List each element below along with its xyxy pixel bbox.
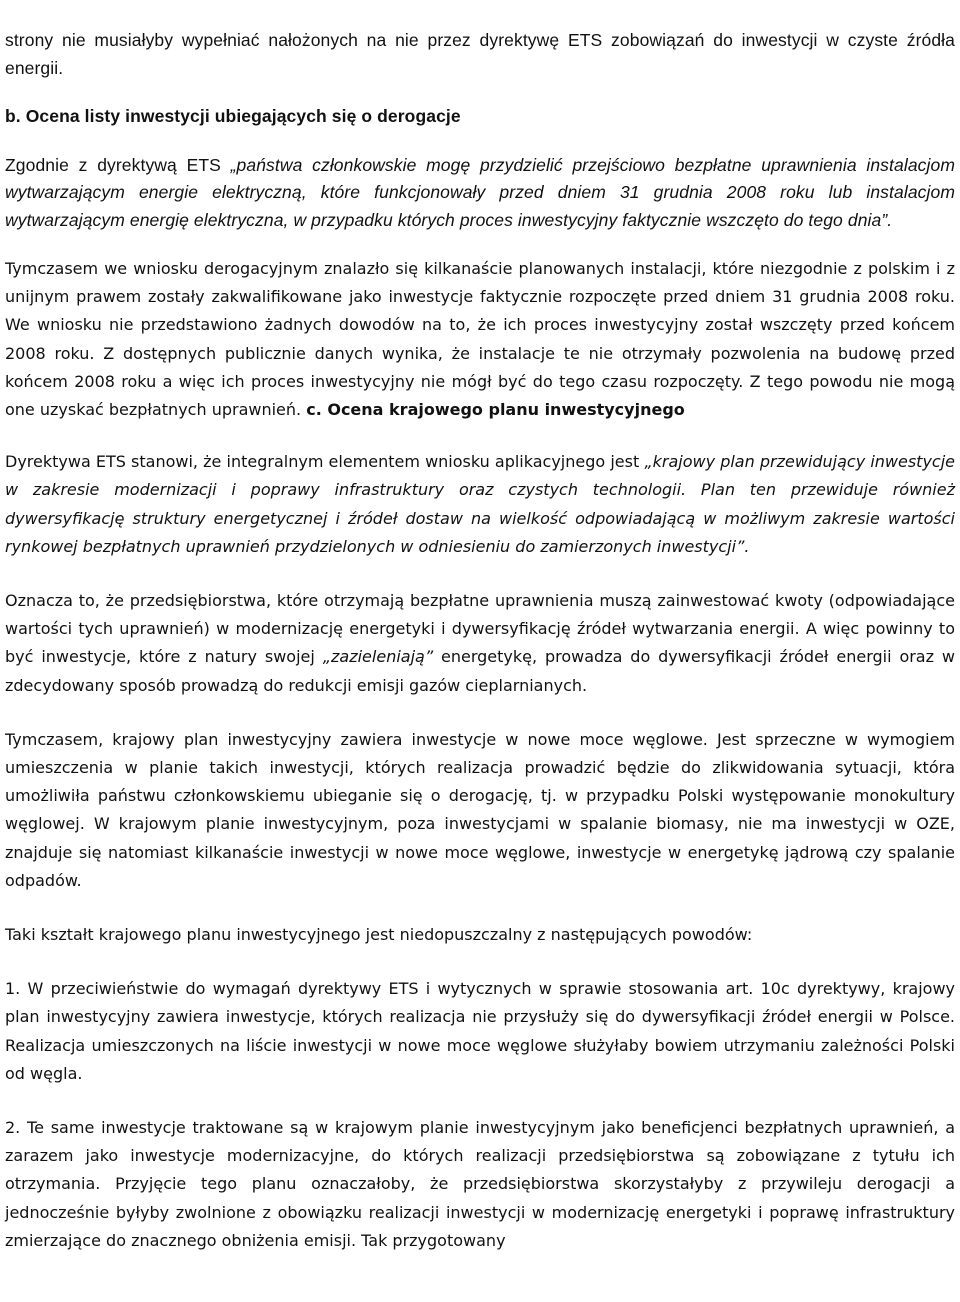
section-c-paragraph-1 <box>5 448 955 561</box>
intro-paragraph: strony nie musiałyby wypełniać nałożonych na nie przez dyrektywę ETS zobowiązań do inwestycji w czyste źródła energii. <box>5 30 955 78</box>
section-b-heading: b. Ocena listy inwestycji ubiegających się o derogacje <box>5 106 461 126</box>
section-c-paragraph-2 <box>5 587 955 700</box>
section-b-p1-quote: „państwa członkowskie mogę przydzielić przejściowo bezpłatne uprawnienia instalacjom wytwarzającym energie elektryczną, które funkcjonowały przed dniem 31 grudnia 2008 roku lub instalacjom wytwarzającym energię elektryczna, w przypadku których proces inwestycyjny faktycznie wszczęto do tego dnia”. <box>5 154 955 230</box>
section-c-paragraph-4: Taki kształt krajowego planu inwestycyjnego jest niedopuszczalny z następujących powodów: <box>5 925 753 945</box>
section-c-p2-text-end: energetykę, prowadza do dywersyfikacji źródeł energii oraz w zdecydowany sposób prowadzą do redukcji emisji gazów cieplarnianych. <box>5 647 955 695</box>
section-c-list-item-1: 1. W przeciwieństwie do wymagań dyrektywy ETS i wytycznych w sprawie stosowania art. 10c dyrektywy, krajowy plan inwestycyjny zawiera inwestycje, których realizacja nie przysłuży się do dywersyfikacji źródeł energii w Polsce. Realizacja umieszczonych na liście inwestycji w nowe moce węglowe służyłaby bowiem utrzymaniu zależności Polski od węgla. <box>5 979 955 1083</box>
section-b-paragraph-2 <box>5 255 955 424</box>
document-page <box>5 0 955 1255</box>
section-c-p1-quote: „krajowy plan przewidujący inwestycje w zakresie modernizacji i poprawy infrastruktury oraz czystych technologii. Plan ten przewiduje również dywersyfikację struktury energetycznej i źródeł dostaw na wielkość odpowiadającą w możliwym zakresie wartości rynkowej bezpłatnych uprawnień przydzielonych w odniesieniu do zamierzonych inwestycji”. <box>5 452 956 556</box>
section-c-list-item-2: 2. Te same inwestycje traktowane są w krajowym planie inwestycyjnym jako beneficjenci bezpłatnych uprawnień, a zarazem jako inwestycje modernizacyjne, do których realizacji przedsiębiorstwa są zobowiązane z tytułu ich otrzymania. Przyjęcie tego planu oznaczałoby, że przedsiębiorstwa skorzystałyby z przywileju derogacji a jednocześnie byłyby zwolnione z obowiązku realizacji inwestycji w modernizację energetyki i poprawę infrastruktury zmierzające do znacznego obniżenia emisji. Tak przygotowany <box>5 1118 955 1250</box>
section-c-p2-text-start: Oznacza to, że przedsiębiorstwa, które otrzymają bezpłatne uprawnienia muszą zainwestować kwoty (odpowiadające wartości tych uprawnień) w modernizację energetyki i dywersyfikację źródeł wytwarzania energii. A więc powinny to być inwestycje, które z natury swojej <box>5 591 955 667</box>
section-c-p1-text: Dyrektywa ETS stanowi, że integralnym elementem wniosku aplikacyjnego jest <box>5 452 645 472</box>
section-c-heading: c. Ocena krajowego planu inwestycyjnego <box>306 400 685 420</box>
section-b-p1-text: Zgodnie z dyrektywą ETS <box>5 154 231 175</box>
section-b-p2-text: Tymczasem we wniosku derogacyjnym znalazło się kilkanaście planowanych instalacji, które niezgodnie z polskim i z unijnym prawem zostały zakwalifikowane jako inwestycje faktycznie rozpoczęte przed dniem 31 grudnia 2008 roku. We wniosku nie przedstawiono żadnych dowodów na to, że ich proces inwestycyjny został wszczęty przed końcem 2008 roku. Z dostępnych publicznie danych wynika, że instalacje te nie otrzymały pozwolenia na budowę przed końcem 2008 roku a więc ich proces inwestycyjny nie mógł być do tego czasu rozpoczęty. Z tego powodu nie mogą one uzyskać bezpłatnych uprawnień. <box>5 259 955 420</box>
section-c-p2-quote: „zazieleniają” <box>322 647 434 667</box>
section-c-paragraph-3: Tymczasem, krajowy plan inwestycyjny zawiera inwestycje w nowe moce węglowe. Jest sprzeczne w wymogiem umieszczenia w planie takich inwestycji, których realizacja prowadzić będzie do zlikwidowania sytuacji, która umożliwiła państwu członkowskiemu ubieganie się o derogację, tj. w przypadku Polski występowanie monokultury węglowej. W krajowym planie inwestycyjnym, poza inwestycjami w spalanie biomasy, nie ma inwestycji w OZE, znajduje się natomiast kilkanaście inwestycji w nowe moce węglowe, inwestycje w energetykę jądrową czy spalanie odpadów. <box>5 729 955 890</box>
section-b-paragraph-1 <box>5 152 955 235</box>
